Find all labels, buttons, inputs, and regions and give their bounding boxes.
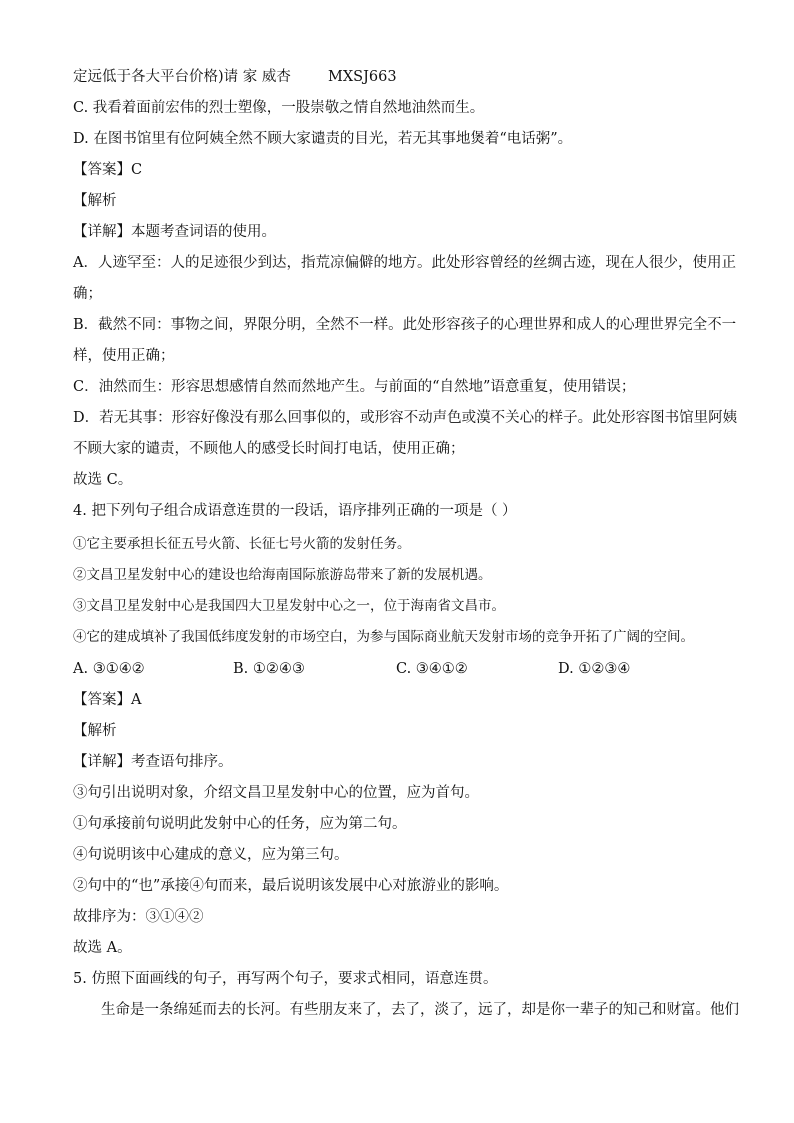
option-a: A. ③①④②	[73, 661, 145, 677]
order-step-2: ①句承接前句说明此发射中心的任务，应为第二句。	[73, 816, 407, 832]
detail-label-2: 【详解】考查语句排序。	[73, 754, 233, 770]
detail-label: 【详解】本题考查词语的使用。	[73, 224, 276, 240]
analysis-label-2: 【解析	[73, 723, 117, 739]
sentence-3: ③文昌卫星发射中心是我国四大卫星发射中心之一，位于海南省文昌市。	[73, 598, 505, 614]
sentence-2: ②文昌卫星发射中心的建设也给海南国际旅游岛带来了新的发展机遇。	[73, 567, 492, 583]
header-line	[73, 68, 397, 86]
question-5: 5. 仿照下面画线的句子，再写两个句子，要求式相同，语意连贯。	[73, 971, 498, 987]
choose-a: 故选 A。	[73, 940, 132, 956]
answer-label-2: 【答案】A	[73, 692, 142, 708]
header-text: 定远低于各大平台价格)请 家 威杏	[73, 69, 291, 85]
sentence-1: ①它主要承担长征五号火箭、长征七号火箭的发射任务。	[73, 536, 411, 552]
explain-b: B．截然不同：事物之间，界限分明，全然不一样。此处形容孩子的心理世界和成人的心理世界完全不一	[73, 317, 737, 333]
explain-c: C．油然而生：形容思想感情自然而然地产生。与前面的“自然地”语意重复，使用错误；	[73, 379, 636, 395]
explain-b-cont: 样，使用正确；	[73, 348, 175, 364]
option-c-line: C. 我看着面前宏伟的烈士塑像，一股崇敬之情自然地油然而生。	[73, 100, 485, 116]
sentence-4: ④它的建成填补了我国低纬度发射的市场空白，为参与国际商业航天发射市场的竞争开拓了广阔的空间。	[73, 629, 694, 645]
answer-label: 【答案】C	[73, 162, 143, 178]
option-d-line: D. 在图书馆里有位阿姨全然不顾大家谴责的目光，若无其事地煲着“电话粥”。	[73, 131, 573, 147]
order-step-1: ③句引出说明对象，介绍文昌卫星发射中心的位置，应为首句。	[73, 785, 479, 801]
order-result: 故排序为：③①④②	[73, 909, 204, 925]
option-c: C. ③④①②	[396, 661, 468, 677]
explain-a-cont: 确；	[73, 286, 102, 302]
option-b: B. ①②④③	[233, 661, 305, 677]
explain-d-cont: 不顾大家的谴责，不顾他人的感受长时间打电话，使用正确；	[73, 441, 465, 457]
order-step-3: ④句说明该中心建成的意义，应为第三句。	[73, 847, 349, 863]
explain-a: A．人迹罕至：人的足迹很少到达，指荒凉偏僻的地方。此处形容曾经的丝绸古迹，现在人很少，使用正	[73, 255, 736, 271]
order-step-4: ②句中的“也”承接④句而来，最后说明该发展中心对旅游业的影响。	[73, 878, 509, 894]
question-4: 4. 把下列句子组合成语意连贯的一段话，语序排列正确的一项是（ ）	[73, 503, 517, 519]
explain-d: D．若无其事：形容好像没有那么回事似的，或形容不动声色或漠不关心的样子。此处形容图书馆里阿姨	[73, 410, 738, 426]
choose-c: 故选 C。	[73, 472, 133, 488]
header-code: MXSJ663	[328, 69, 397, 85]
passage-line: 生命是一条绵延而去的长河。有些朋友来了，去了，淡了，远了，却是你一辈子的知己和财富。他们	[101, 1002, 739, 1018]
analysis-label: 【解析	[73, 193, 117, 209]
option-d: D. ①②③④	[558, 661, 631, 677]
